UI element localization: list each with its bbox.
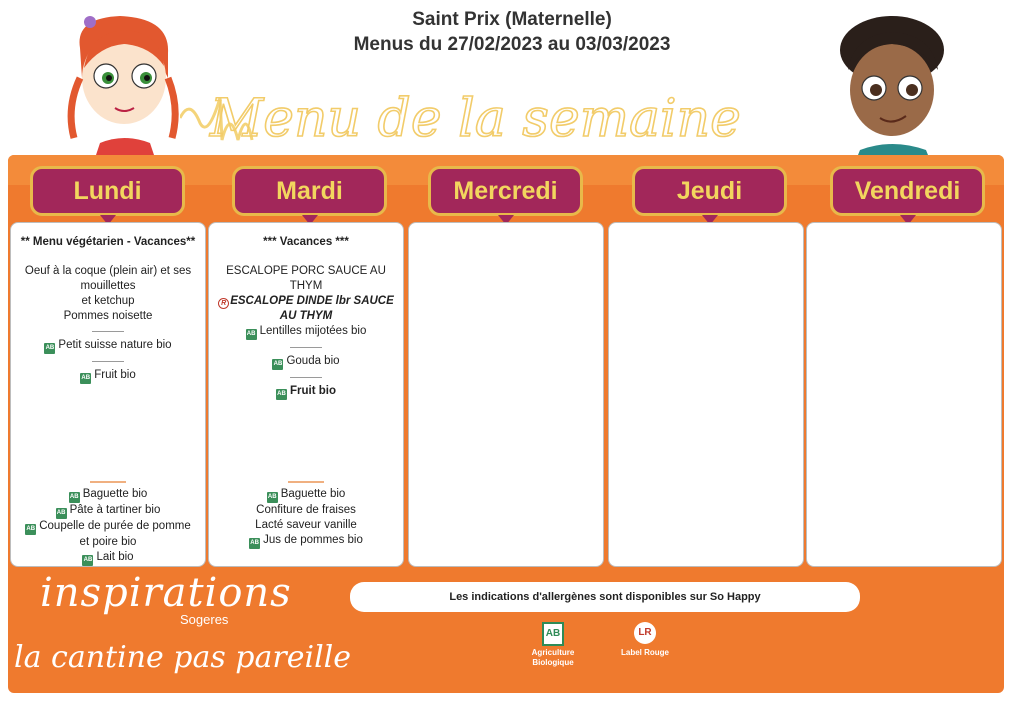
tab-mardi: Mardi	[232, 166, 387, 216]
lundi-head: ** Menu végétarien - Vacances**	[20, 236, 196, 248]
mardi-snack-2: Confiture de fraises	[256, 504, 356, 516]
mardi-main-turkey-2: AU THYM	[279, 310, 333, 322]
organic-label	[518, 622, 588, 668]
separator-icon	[92, 327, 124, 335]
mardi-snack-3: Lacté saveur vanille	[255, 519, 357, 531]
mardi-snack-4: Jus de pommes bio	[263, 534, 363, 546]
mardi-dessert: AB Fruit bio	[215, 384, 397, 400]
ab-label-line1: Agriculture	[531, 648, 575, 657]
mardi-snack	[209, 475, 403, 549]
label-rouge-logo-icon: LR	[634, 622, 656, 644]
lundi-starter-line3: et ketchup	[81, 295, 135, 307]
tab-vendredi: Vendredi	[830, 166, 985, 216]
snack-separator	[288, 481, 324, 483]
brand-tagline: la cantine pas pareille	[14, 640, 352, 675]
brand-sub: Sogeres	[180, 612, 229, 627]
day-card-vendredi	[806, 222, 1002, 567]
organic-icon: AB	[56, 508, 67, 519]
mardi-main-pork-1: ESCALOPE PORC SAUCE AU	[226, 265, 386, 277]
organic-icon: AB	[249, 538, 260, 549]
organic-icon: AB	[272, 359, 283, 370]
lundi-snack	[11, 475, 205, 566]
mardi-main-pork-2: THYM	[289, 280, 323, 292]
separator-icon	[92, 357, 124, 365]
lundi-snack-2: Pâte à tartiner bio	[69, 504, 161, 516]
label-rouge-label	[610, 622, 680, 658]
script-title	[180, 78, 860, 158]
allergen-note: Les indications d'allergènes sont disponibles sur So Happy	[350, 582, 860, 612]
day-card-lundi	[10, 222, 206, 567]
lundi-side: Pommes noisette	[63, 310, 153, 322]
snack-separator	[90, 481, 126, 483]
day-card-mercredi	[408, 222, 604, 567]
brand-logo	[40, 570, 292, 616]
separator-icon	[290, 373, 322, 381]
script-title-text: Menu de la semaine	[210, 89, 741, 149]
mardi-head: *** Vacances ***	[263, 236, 349, 248]
organic-icon: AB	[44, 343, 55, 354]
ab-logo-icon: AB	[542, 622, 564, 646]
lundi-snack-5: Lait bio	[96, 551, 134, 563]
lundi-starter-line2: mouillettes	[80, 280, 136, 292]
lundi-dessert: AB Fruit bio	[17, 368, 199, 384]
ab-label-line2: Biologique	[532, 658, 574, 667]
lundi-snack-3: Coupelle de purée de pomme	[39, 520, 191, 532]
lundi-snack-4: et poire bio	[79, 536, 137, 548]
organic-icon: AB	[276, 389, 287, 400]
organic-icon: AB	[267, 492, 278, 503]
lundi-dairy: AB Petit suisse nature bio	[17, 338, 199, 354]
lundi-snack-1: Baguette bio	[82, 488, 148, 500]
mardi-cheese: AB Gouda bio	[215, 354, 397, 370]
organic-icon: AB	[82, 555, 93, 566]
lundi-starter-line1: Oeuf à la coque (plein air) et ses	[24, 265, 192, 277]
tab-mercredi: Mercredi	[428, 166, 583, 216]
mardi-main-turkey-1: R ESCALOPE DINDE lbr SAUCE	[215, 294, 397, 309]
brand-name: inspirations	[40, 570, 292, 616]
organic-icon: AB	[25, 524, 36, 535]
label-rouge-icon: R	[218, 298, 229, 309]
mardi-side: AB Lentilles mijotées bio	[215, 324, 397, 340]
school-name: Saint Prix (Maternelle)	[412, 9, 612, 30]
label-rouge-text: Label Rouge	[620, 648, 669, 657]
girl-illustration	[60, 8, 190, 158]
day-card-mardi	[208, 222, 404, 567]
separator-icon	[290, 343, 322, 351]
day-card-jeudi	[608, 222, 804, 567]
organic-icon: AB	[69, 492, 80, 503]
organic-icon: AB	[246, 329, 257, 340]
mardi-snack-1: Baguette bio	[280, 488, 346, 500]
organic-icon: AB	[80, 373, 91, 384]
tab-lundi: Lundi	[30, 166, 185, 216]
menu-period: Menus du 27/02/2023 au 03/03/2023	[353, 34, 671, 55]
tab-jeudi: Jeudi	[632, 166, 787, 216]
